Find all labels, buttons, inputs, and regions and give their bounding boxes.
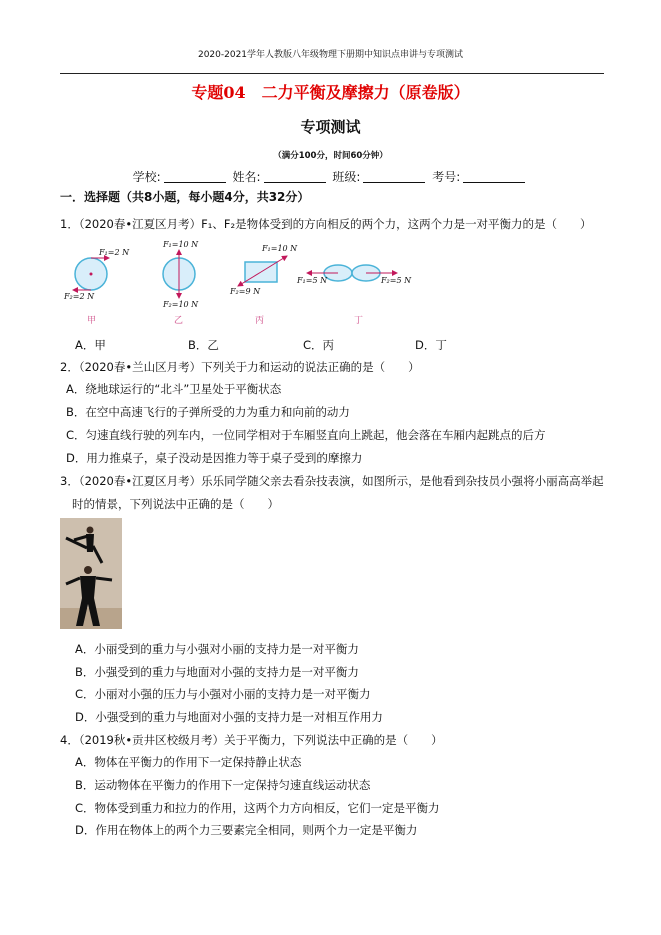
question-2-option-a[interactable]: A．绕地球运行的“北斗”卫星处于平衡状态 <box>66 382 282 396</box>
jia-f1-label: F₁=2 N <box>99 248 130 257</box>
class-label: 班级: <box>332 170 361 184</box>
question-3-option-b[interactable]: B．小强受到的重力与地面对小强的支持力是一对平衡力 <box>75 665 359 679</box>
ding-f2-label: F₂=5 N <box>381 276 412 285</box>
student-info-line <box>0 168 661 185</box>
header-rule <box>60 73 604 74</box>
question-3-option-a[interactable]: A．小丽受到的重力与小强对小丽的支持力是一对平衡力 <box>75 642 359 656</box>
panel-yi <box>163 250 195 298</box>
panel-bing <box>238 256 287 286</box>
question-3-option-c[interactable]: C．小丽对小强的压力与小强对小丽的支持力是一对平衡力 <box>75 687 371 701</box>
question-1-option-a[interactable]: A．甲 <box>75 338 106 352</box>
question-2-stem: 2．（2020春•兰山区月考）下列关于力和运动的说法正确的是（ ） <box>60 360 420 374</box>
jia-f2-label: F₂=2 N <box>64 292 95 301</box>
school-field[interactable] <box>164 170 226 183</box>
question-1-option-b[interactable]: B．乙 <box>188 338 219 352</box>
ding-f1-label: F₁=5 N <box>297 276 328 285</box>
acrobat-photo <box>60 518 122 629</box>
exam-number-label: 考号: <box>432 170 461 184</box>
question-2-option-c[interactable]: C．匀速直线行驶的列车内，一位同学相对于车厢竖直向上跳起，他会落在车厢内起跳点的后方 <box>66 428 546 442</box>
question-4-option-d[interactable]: D．作用在物体上的两个力三要素完全相同，则两个力一定是平衡力 <box>75 823 418 837</box>
question-4-option-a[interactable]: A．物体在平衡力的作用下一定保持静止状态 <box>75 755 302 769</box>
yi-f2-label: F₂=10 N <box>163 300 199 309</box>
panel-label-yi: 乙 <box>174 316 184 326</box>
name-label: 姓名: <box>232 170 261 184</box>
panel-label-ding: 丁 <box>354 316 364 326</box>
page-subtitle: 专项测试 <box>300 118 361 136</box>
question-1-stem: 1．（2020春•江夏区月考）F₁、F₂是物体受到的方向相反的两个力，这两个力是一对平衡力的是（ ） <box>60 217 592 231</box>
page-title: 专题04 二力平衡及摩擦力（原卷版） <box>191 83 470 102</box>
question-4-stem: 4．（2019秋•贡井区校级月考）关于平衡力，下列说法中正确的是（ ） <box>60 733 443 747</box>
question-3-stem: 3．（2020春•江夏区月考）乐乐同学随父亲去看杂技表演，如图所示，是他看到杂技员小强将小丽高高举起 <box>60 474 604 488</box>
exam-number-field[interactable] <box>463 170 525 183</box>
question-4-option-c[interactable]: C．物体受到重力和拉力的作用，这两个力方向相反，它们一定是平衡力 <box>75 801 440 815</box>
bing-f2-label: F₂=9 N <box>230 287 261 296</box>
question-2-option-b[interactable]: B．在空中高速飞行的子弹所受的力为重力和向前的动力 <box>66 405 350 419</box>
question-3-option-d[interactable]: D．小强受到的重力与地面对小强的支持力是一对相互作用力 <box>75 710 383 724</box>
section-heading: 一．选择题（共8小题，每小题4分，共32分） <box>60 190 310 204</box>
question-3-stem-cont: 时的情景，下列说法中正确的是（ ） <box>72 497 279 511</box>
question-2-option-d[interactable]: D．用力推桌子，桌子没动是因推力等于桌子受到的摩擦力 <box>66 451 363 465</box>
question-1-option-c[interactable]: C．丙 <box>303 338 335 352</box>
score-note: （满分100分，时间60分钟） <box>273 151 388 161</box>
panel-label-jia: 甲 <box>87 316 97 326</box>
name-field[interactable] <box>264 170 326 183</box>
class-field[interactable] <box>363 170 425 183</box>
panel-jia <box>73 258 109 290</box>
school-label: 学校: <box>132 170 161 184</box>
bing-f1-label: F₁=10 N <box>262 244 298 253</box>
question-4-option-b[interactable]: B．运动物体在平衡力的作用下一定保持匀速直线运动状态 <box>75 778 371 792</box>
question-1-option-d[interactable]: D．丁 <box>415 338 447 352</box>
panel-label-bing: 丙 <box>255 316 265 326</box>
running-header: 2020-2021学年人教版八年级物理下册期中知识点串讲与专项测试 <box>197 50 464 60</box>
yi-f1-label: F₁=10 N <box>163 240 199 249</box>
